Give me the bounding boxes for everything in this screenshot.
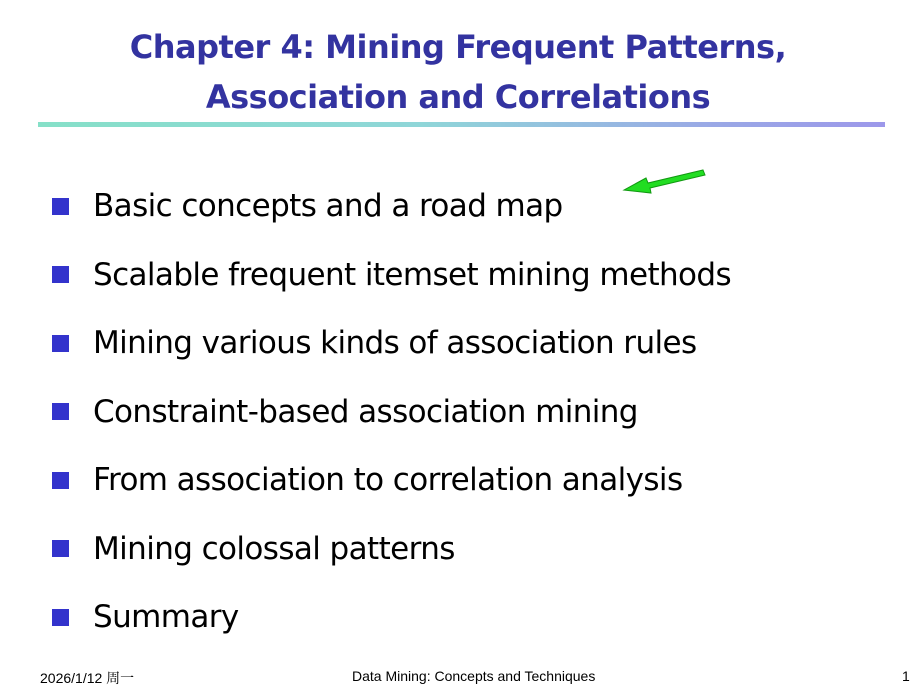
bullet-item [52,309,731,378]
bullet-square-icon [52,609,69,626]
bullet-square-icon [52,403,69,420]
bullet-text: Constraint-based association mining [93,393,638,430]
bullet-item [52,515,731,584]
footer-date: 2026/1/12 周一 [40,670,135,686]
bullet-list [52,172,731,652]
bullet-square-icon [52,540,69,557]
bullet-text: From association to correlation analysis [93,462,683,499]
bullet-text: Summary [93,599,239,636]
footer-page-number: 1 [902,668,910,684]
bullet-square-icon [52,198,69,215]
slide-title-line1: Chapter 4: Mining Frequent Patterns, [129,28,787,66]
bullet-text: Scalable frequent itemset mining methods [93,256,732,293]
slide-title-line2: Association and Correlations [205,78,711,116]
bullet-square-icon [52,472,69,489]
footer-title: Data Mining: Concepts and Techniques [352,668,596,684]
bullet-item [52,241,731,310]
bullet-square-icon [52,266,69,283]
green-pointer-arrow-icon [620,166,710,200]
slide-title [0,22,916,122]
bullet-item [52,446,731,515]
bullet-text: Basic concepts and a road map [93,188,563,225]
bullet-square-icon [52,335,69,352]
bullet-item [52,378,731,447]
bullet-text: Mining various kinds of association rules [93,325,697,362]
title-divider [38,122,885,127]
bullet-item [52,583,731,652]
bullet-text: Mining colossal patterns [93,530,455,567]
